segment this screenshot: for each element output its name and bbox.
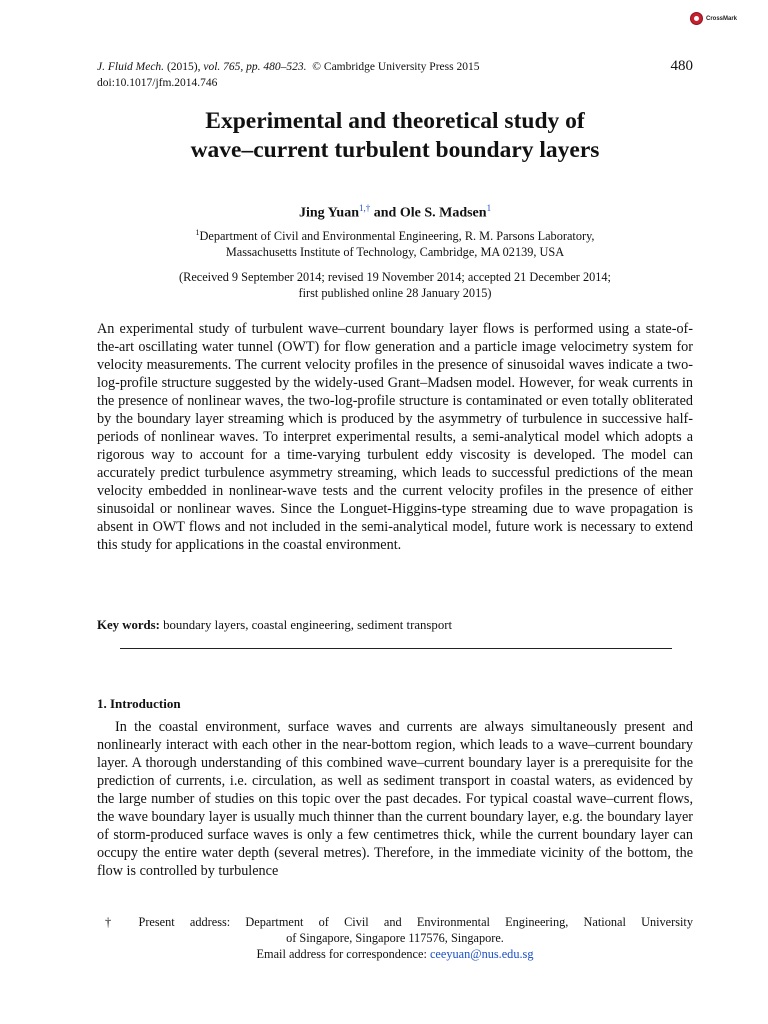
author-list <box>97 199 693 223</box>
affiliation <box>97 225 693 260</box>
crossmark-badge[interactable] <box>690 12 737 25</box>
section-heading: 1. Introduction <box>97 696 181 711</box>
author-name: Jing Yuan <box>298 205 359 221</box>
email-link[interactable]: ceeyuan@nus.edu.sg <box>429 947 534 961</box>
author-conjunction: and <box>373 205 397 221</box>
keywords-label: Key words: <box>97 618 160 632</box>
page-number: 480 <box>670 58 693 74</box>
footnote-email-line <box>97 946 693 962</box>
email-label: Email address for correspondence: <box>256 947 427 961</box>
author-name: Ole S. Madsen <box>399 205 487 221</box>
copyright-notice: © Cambridge University Press 2015 <box>312 61 480 73</box>
crossmark-icon <box>690 12 703 25</box>
title-line-2: wave–current turbulent boundary layers <box>190 137 600 163</box>
affiliation-line-2: Massachusetts Institute of Technology, Cambridge, MA 02139, USA <box>225 245 565 260</box>
journal-name: J. Fluid Mech. <box>97 61 165 73</box>
doi[interactable]: doi:10.1017/jfm.2014.746 <box>97 77 218 89</box>
author-affiliation-mark[interactable]: 1 <box>486 203 492 213</box>
footnote-line-1: † Present address: Department of Civil and Environmental Engineering, National University <box>105 915 693 929</box>
journal-volume: vol. 765, pp. 480–523. <box>203 61 307 73</box>
title-line-1: Experimental and theoretical study of <box>205 108 585 134</box>
footnote-line-2: of Singapore, Singapore 117576, Singapore. <box>286 931 504 945</box>
affiliation-mark: 1 <box>195 228 200 237</box>
author-affiliation-mark[interactable]: 1,† <box>359 203 371 213</box>
affiliation-line-1: Department of Civil and Environmental Engineering, R. M. Parsons Laboratory, <box>199 229 595 244</box>
journal-year: (2015), <box>166 61 201 73</box>
body-paragraph: In the coastal environment, surface waves and currents are always simultaneously present and nonlinearly interact with each other in the near-bottom region, which leads to a wave–current boundary layer. A thorough understanding of this combined wave–current boundary layer is a prerequisite for the prediction of currents, i.e. circulation, as well as sediment transport in coastal waters, as evidenced by the large number of studies on this topic over the past decades. For typical coastal wave–current flows, the wave boundary layer is usually much thinner than the current boundary layer, e.g. the boundary layer of storm-produced surface waves is only a few centimetres thick, while the current boundary layer can occupy the entire water depth (several metres). Therefore, in the immediate vicinity of the bottom, the flow is controlled by turbulence <box>97 719 693 879</box>
separator-rule <box>120 648 672 649</box>
keywords-text: boundary layers, coastal engineering, sediment transport <box>163 618 453 632</box>
received-line-1: (Received 9 September 2014; revised 19 November 2014; accepted 21 December 2014; <box>179 270 611 284</box>
received-dates <box>97 269 693 301</box>
journal-citation <box>97 60 479 74</box>
paper-title <box>97 107 693 165</box>
footnote <box>97 914 693 962</box>
crossmark-label: CrossMark <box>706 15 738 22</box>
keywords <box>97 617 452 633</box>
received-line-2: first published online 28 January 2015) <box>298 286 492 300</box>
abstract: An experimental study of turbulent wave–current boundary layer flows is performed using a state-of-the-art oscillating water tunnel (OWT) for flow generation and a particle image velocimetry system for velocity measurements. The current velocity profiles in the presence of sinusoidal waves indicate a two-log-profile structure suggested by the widely-used Grant–Madsen model. However, for weak currents in the presence of nonlinear waves, the two-log-profile structure is contaminated or even totally obliterated by the boundary layer streaming which is produced by the asymmetry of turbulence in successive half-periods of nonlinear waves. To interpret experimental results, a semi-analytical model which adopts a rigorous way to account for a time-varying turbulent eddy viscosity is developed. The model can accurately predict turbulence asymmetry streaming, which leads to successful predictions of the mean velocity embedded in nonlinear-wave tests and the current velocity profiles in the presence of either sinusoidal or nonlinear waves. Since the Longuet-Higgins-type streaming due to wave propagation is absent in OWT flows and not included in the semi-analytical model, future work is necessary to extend this study for applications in the coastal environment. <box>97 321 693 553</box>
